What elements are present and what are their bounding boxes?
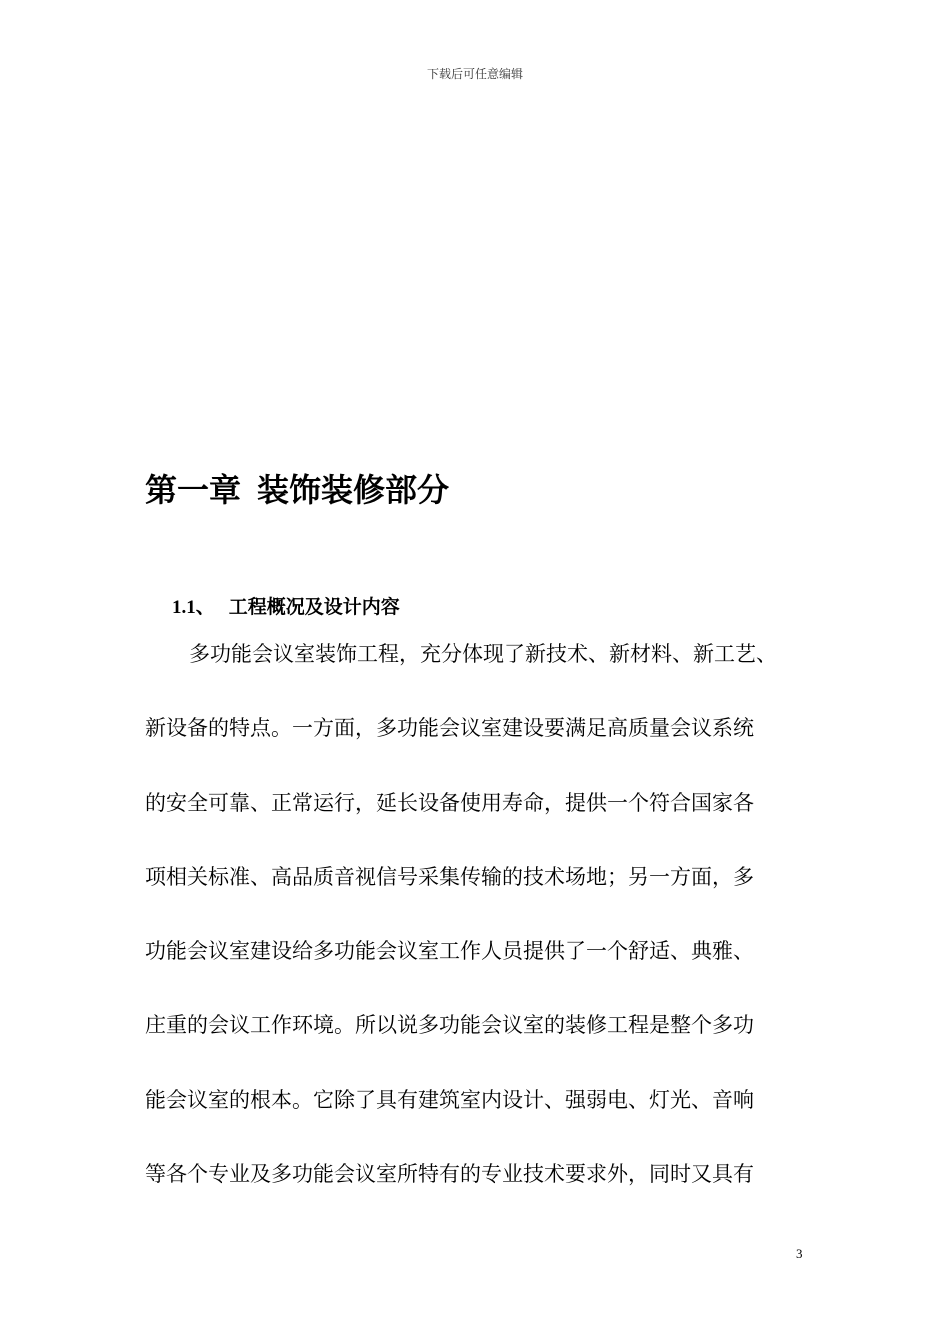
chapter-number: 第一章 bbox=[145, 471, 242, 509]
section-title: 工程概况及设计内容 bbox=[228, 596, 400, 618]
paragraph-line: 的安全可靠、正常运行，延长设备使用寿命，提供一个符合国家各 bbox=[145, 790, 754, 815]
paragraph-line: 功能会议室建设给多功能会议室工作人员提供了一个舒适、典雅、 bbox=[145, 939, 754, 964]
body-paragraph bbox=[145, 638, 845, 1232]
page-header: 下载后可任意编辑 bbox=[426, 67, 523, 81]
paragraph-line: 能会议室的根本。它除了具有建筑室内设计、强弱电、灯光、音响 bbox=[145, 1087, 754, 1112]
paragraph-line: 庄重的会议工作环境。所以说多功能会议室的装修工程是整个多功 bbox=[145, 1013, 754, 1038]
paragraph-line: 等各个专业及多功能会议室所特有的专业技术要求外，同时又具有 bbox=[145, 1162, 754, 1187]
section-heading bbox=[172, 593, 400, 622]
chapter-title-text: 装饰装修部分 bbox=[257, 471, 450, 509]
paragraph-line: 项相关标准、高品质音视信号采集传输的技术场地；另一方面，多 bbox=[145, 864, 754, 889]
page-number: 3 bbox=[796, 1246, 803, 1261]
chapter-title bbox=[145, 468, 449, 512]
paragraph-line: 新设备的特点。一方面，多功能会议室建设要满足高质量会议系统 bbox=[145, 716, 754, 741]
section-number: 1.1、 bbox=[172, 597, 215, 618]
paragraph-line: 多功能会议室装饰工程，充分体现了新技术、新材料、新工艺、 bbox=[189, 642, 777, 666]
